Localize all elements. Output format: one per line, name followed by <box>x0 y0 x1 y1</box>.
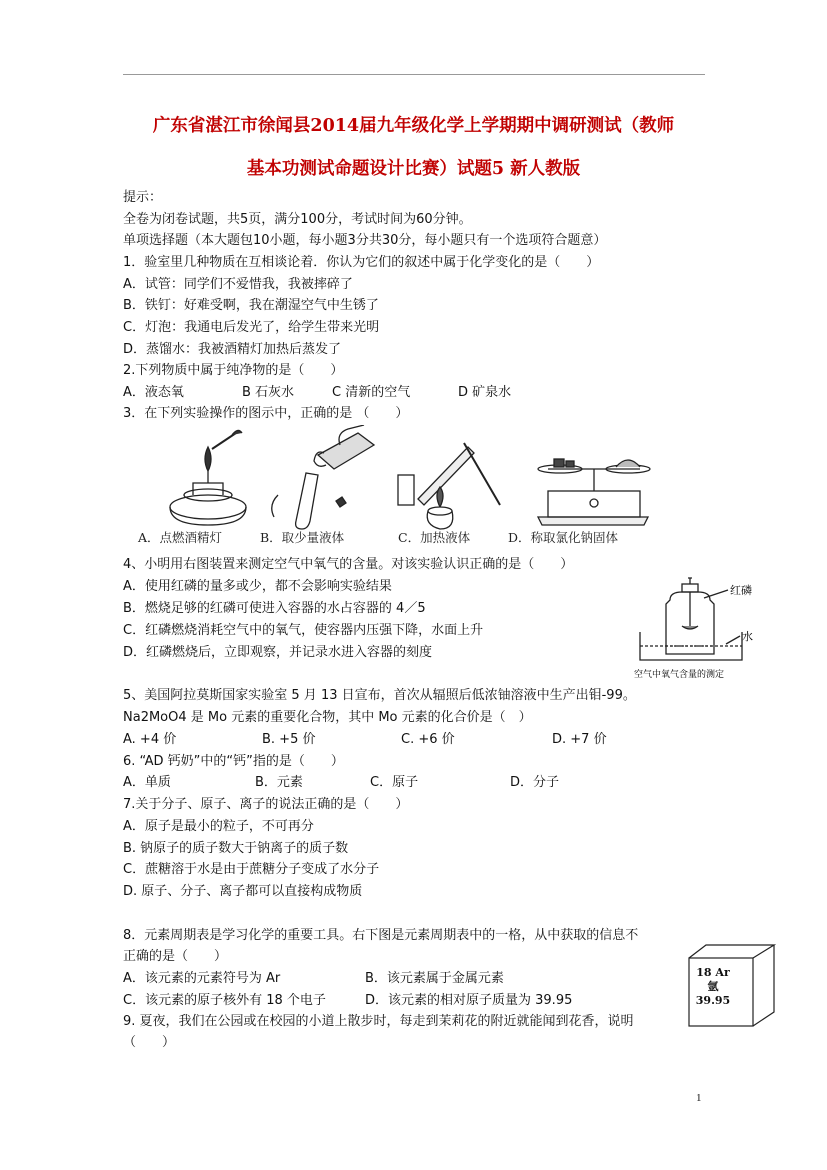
q3-caption-a: A．点燃酒精灯 <box>138 530 223 545</box>
red-phosphorus-label: 红磷 <box>730 585 752 597</box>
q4-option-c: C．红磷燃烧消耗空气中的氧气，使容器内压强下降，水面上升 <box>123 623 484 638</box>
q3-caption-d: D．称取氯化钠固体 <box>508 530 619 545</box>
q6-option-a: A．单质 <box>123 775 171 790</box>
q7-option-d: D. 原子、分子、离子都可以直接构成物质 <box>123 884 363 899</box>
q9-stem-line1: 9. 夏夜，我们在公园或在校园的小道上散步时，每走到茉莉花的附近就能闻到花香，说明 <box>123 1014 634 1029</box>
q5-stem-line2: Na2MoO4 是 Mo 元素的重要化合物，其中 Mo 元素的化合价是（ ） <box>123 710 532 725</box>
apparatus-caption: 空气中氧气含量的测定 <box>634 669 725 679</box>
q2-option-c: C 清新的空气 <box>332 385 411 400</box>
q1-option-a: A．试管：同学们不爱惜我，我被摔碎了 <box>123 277 353 292</box>
exam-info: 全卷为闭卷试题，共5页，满分100分，考试时间为60分钟。 <box>123 212 472 227</box>
section-heading: 单项选择题（本大题包10小题，每小题3分共30分，每小题只有一个选项符合题意） <box>123 233 607 248</box>
q1-option-c: C．灯泡：我通电后发光了，给学生带来光明 <box>123 320 380 335</box>
title-line-1: 广东省湛江市徐闻县2014届九年级化学上学期期中调研测试（教师 <box>152 116 675 136</box>
q4-stem: 4、小明用右图装置来测定空气中氧气的含量。对该实验认识正确的是（ ） <box>123 557 574 572</box>
q7-option-b: B. 钠原子的质子数大于钠离子的质子数 <box>123 841 349 856</box>
title-line-2: 基本功测试命题设计比赛）试题5 新人教版 <box>246 159 581 179</box>
q7-option-c: C．蔗糖溶于水是由于蔗糖分子变成了水分子 <box>123 862 380 877</box>
q5-option-b: B. +5 价 <box>262 732 316 747</box>
oxygen-measurement-apparatus <box>630 576 780 680</box>
balance-illustration <box>538 459 650 525</box>
q6-option-b: B．元素 <box>255 775 303 790</box>
q4-option-d: D．红磷燃烧后，立即观察，并记录水进入容器的刻度 <box>123 645 433 660</box>
q6-option-c: C．原子 <box>370 775 419 790</box>
element-name: 氩 <box>707 980 719 993</box>
hint-label: 提示： <box>123 190 163 205</box>
q2-option-d: D 矿泉水 <box>458 385 512 400</box>
q6-option-d: D．分子 <box>510 775 560 790</box>
q8-option-b: B．该元素属于金属元素 <box>365 971 504 986</box>
q9-stem-line2: （ ） <box>123 1035 176 1050</box>
q1-option-b: B．铁钉：好难受啊，我在潮湿空气中生锈了 <box>123 298 379 313</box>
q5-stem-line1: 5、美国阿拉莫斯国家实验室 5 月 13 日宣布，首次从辐照后低浓铀溶液中生产出钼-99。 <box>123 688 636 703</box>
q2-option-a: A．液态氧 <box>123 385 184 400</box>
heating-liquid-illustration <box>398 443 500 529</box>
q3-caption-c: C．加热液体 <box>398 530 471 545</box>
q6-stem: 6. “AD 钙奶”中的“钙”指的是（ ） <box>123 754 344 769</box>
q4-option-a: A．使用红磷的量多或少，都不会影响实验结果 <box>123 579 392 594</box>
q7-option-a: A．原子是最小的粒子，不可再分 <box>123 819 314 834</box>
q7-stem: 7.关于分子、原子、离子的说法正确的是（ ） <box>123 797 409 812</box>
q1-stem: 1．验室里几种物质在互相谈论着．你认为它们的叙述中属于化学变化的是（ ） <box>123 255 600 270</box>
page-number: 1 <box>696 1092 702 1104</box>
header-rule <box>123 74 705 75</box>
q8-option-a: A．该元素的元素符号为 Ar <box>123 971 281 986</box>
q3-caption-b: B．取少量液体 <box>260 530 345 545</box>
q8-stem-line2: 正确的是（ ） <box>123 949 228 964</box>
q5-option-c: C. +6 价 <box>401 732 455 747</box>
q3-stem: 3．在下列实验操作的图示中，正确的是 （ ） <box>123 406 409 421</box>
q1-option-d: D．蒸馏水：我被酒精灯加热后蒸发了 <box>123 342 342 357</box>
q8-stem-line1: 8．元素周期表是学习化学的重要工具。右下图是元素周期表中的一格，从中获取的信息不 <box>123 928 639 943</box>
q5-option-d: D. +7 价 <box>552 732 607 747</box>
q5-option-a: A. +4 价 <box>123 732 177 747</box>
q8-option-d: D．该元素的相对原子质量为 39.95 <box>365 993 573 1008</box>
q3-lab-operations-figure <box>128 425 676 553</box>
element-mass: 39.95 <box>695 994 731 1007</box>
element-number-symbol: 18 Ar <box>696 966 730 979</box>
alcohol-lamp-illustration <box>170 430 246 525</box>
q2-stem: 2.下列物质中属于纯净物的是（ ） <box>123 363 344 378</box>
q4-option-b: B．燃烧足够的红磷可使进入容器的水占容器的 4／5 <box>123 601 426 616</box>
water-label: 水 <box>742 631 753 643</box>
q2-option-b: B 石灰水 <box>242 385 295 400</box>
pouring-liquid-illustration <box>272 425 374 529</box>
q8-option-c: C．该元素的原子核外有 18 个电子 <box>123 993 326 1008</box>
